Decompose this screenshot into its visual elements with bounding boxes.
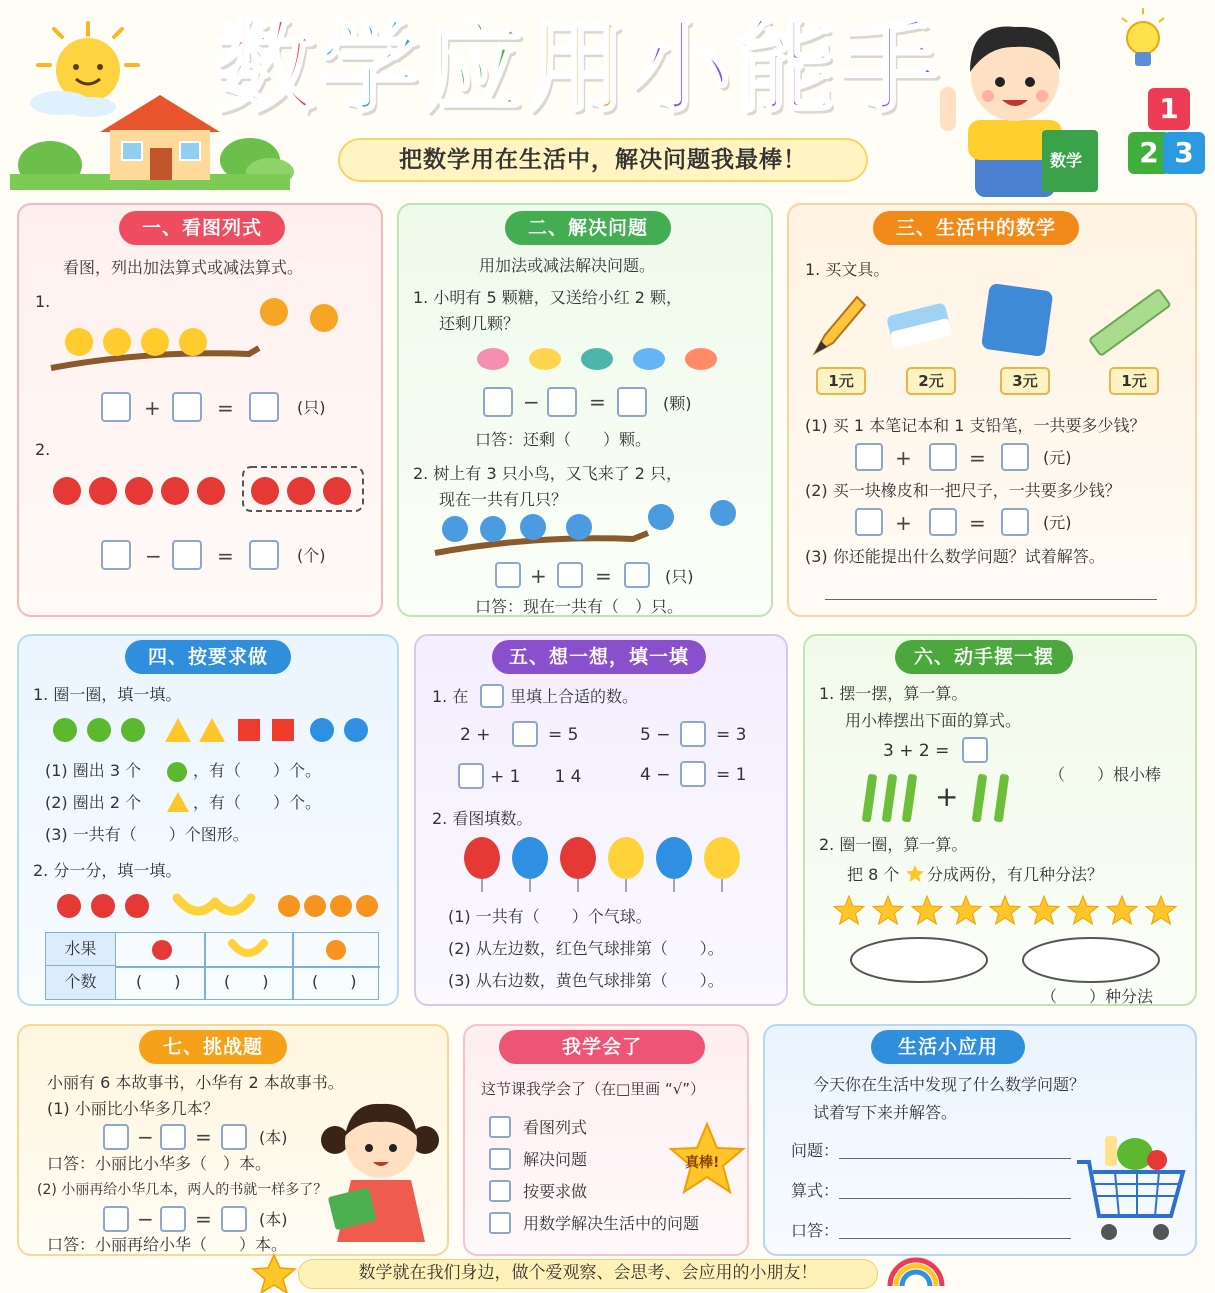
answer-box[interactable] <box>855 508 883 536</box>
unit-label: (元) <box>1043 513 1072 532</box>
price-tag: 1元 <box>1109 367 1159 395</box>
star-badge-text: 真棒! <box>685 1155 720 1171</box>
plus-sign: + <box>530 564 547 588</box>
section-title: 一、看图列式 <box>119 211 285 245</box>
svg-text:+: + <box>935 780 959 813</box>
answer-box[interactable] <box>249 540 279 570</box>
rainbow-icon <box>886 1254 946 1288</box>
answer-box[interactable] <box>855 443 883 471</box>
oral-answer: 口答：现在一共有（ ）只。 <box>475 597 684 616</box>
answer-box[interactable] <box>929 443 957 471</box>
answer-line[interactable] <box>825 599 1157 600</box>
answer-box[interactable] <box>221 1206 247 1232</box>
balloons-icon <box>462 836 762 894</box>
unit-label: (本) <box>259 1210 288 1229</box>
box-sample <box>480 684 504 708</box>
equation: 3 + 2 = <box>883 741 950 761</box>
answer-box[interactable] <box>101 392 131 422</box>
page-subtitle: 把数学用在生活中，解决问题我最棒！ <box>338 138 868 182</box>
checkbox[interactable] <box>489 1148 511 1170</box>
question-text: 分成两份，有几种分法？ <box>927 865 1104 884</box>
oral-answer: 口答：小丽再给小华（ ）本。 <box>47 1235 288 1254</box>
title-char: 手 <box>839 9 939 126</box>
checkbox[interactable] <box>489 1180 511 1202</box>
question-number: 1. <box>35 292 51 311</box>
instruction: 这节课我学会了（在□里画 “√”） <box>481 1080 706 1098</box>
answer-box[interactable] <box>101 540 131 570</box>
equals-sign: = <box>217 544 234 568</box>
oral-answer: 口答：还剩（ ）颗。 <box>475 430 652 449</box>
answer-box[interactable] <box>1001 508 1029 536</box>
number-block-3: 3 <box>1163 132 1205 174</box>
answer-box[interactable] <box>103 1124 129 1150</box>
table-cell[interactable]: ( ) <box>312 972 357 991</box>
field-label: 问题： <box>791 1141 840 1160</box>
sticks-icon <box>859 770 1029 826</box>
answer-box[interactable] <box>172 392 202 422</box>
checkbox-label: 用数学解决生活中的问题 <box>523 1214 700 1233</box>
equals-sign: = <box>217 396 234 420</box>
section-follow-instructions <box>17 634 399 1006</box>
equation: 4 − <box>640 765 671 785</box>
equation-line[interactable] <box>839 1198 1071 1199</box>
shopping-cart-icon <box>1075 1132 1195 1252</box>
equation: = 1 <box>716 765 747 785</box>
unit-label: (颗) <box>663 394 692 413</box>
title-char: 小 <box>631 9 731 126</box>
question-text: 用小棒摆出下面的算式。 <box>845 711 1022 730</box>
table-row-header: 个数 <box>46 966 116 999</box>
eraser-icon <box>885 297 955 352</box>
question-text: (1) 一共有（ ）个气球。 <box>448 907 652 926</box>
apple-icon <box>150 937 174 961</box>
shapes-row-icon <box>52 716 372 750</box>
ways-label: （ ）种分法 <box>1041 987 1154 1006</box>
answer-box[interactable] <box>512 721 538 747</box>
oval-answer-area[interactable] <box>1021 936 1161 986</box>
unit-label: (本) <box>259 1128 288 1147</box>
equals-sign: = <box>195 1207 212 1231</box>
section-title: 生活小应用 <box>871 1030 1025 1064</box>
notebook-icon <box>979 283 1059 358</box>
question-text: 还剩几颗？ <box>439 314 520 333</box>
price-tag: 3元 <box>1000 367 1050 395</box>
unit-label: (只) <box>665 567 694 586</box>
section-title: 六、动手摆一摆 <box>895 640 1073 674</box>
question-text: (3) 你还能提出什么数学问题？试着解答。 <box>805 547 1105 566</box>
answer-box[interactable] <box>103 1206 129 1232</box>
plus-sign: + <box>895 446 912 470</box>
instruction: 看图，列出加法算式或减法算式。 <box>63 258 304 277</box>
question-line[interactable] <box>839 1158 1071 1159</box>
price-tag: 1元 <box>816 367 866 395</box>
answer-box[interactable] <box>249 392 279 422</box>
equation: + 1 1 4 <box>490 767 582 787</box>
question-text: (1) 小丽比小华多几本？ <box>47 1099 219 1118</box>
question-text: ，有（ ）个。 <box>193 793 322 812</box>
checkbox[interactable] <box>489 1116 511 1138</box>
question-text: 小丽有 6 本故事书，小华有 2 本故事书。 <box>47 1073 344 1092</box>
candies-icon <box>465 339 735 379</box>
section-what-i-learned <box>463 1024 749 1256</box>
unit-label: (只) <box>297 398 326 417</box>
page-title <box>215 10 955 125</box>
unit-label: (元) <box>1043 448 1072 467</box>
fruits-row-icon <box>55 888 395 924</box>
answer-box[interactable] <box>221 1124 247 1150</box>
question-text: 1. 在 <box>432 687 469 706</box>
checkbox-label: 按要求做 <box>523 1182 588 1201</box>
plus-sign: + <box>144 396 161 420</box>
question-text: 2. 分一分，填一填。 <box>33 861 182 880</box>
section-title: 五、想一想，填一填 <box>492 640 706 674</box>
answer-box[interactable] <box>1001 443 1029 471</box>
answer-box[interactable] <box>495 562 521 588</box>
section-title: 我学会了 <box>499 1030 705 1064</box>
section-title: 四、按要求做 <box>125 640 291 674</box>
section-title: 七、挑战题 <box>139 1030 287 1064</box>
question-text: 现在一共有几只？ <box>439 490 568 509</box>
equation: = 5 <box>548 725 579 745</box>
unit-label: (个) <box>297 546 326 565</box>
question-text: (3) 一共有（ ）个图形。 <box>45 825 249 844</box>
minus-sign: − <box>137 1207 154 1231</box>
instruction: 用加法或减法解决问题。 <box>479 256 656 275</box>
light-bulb-icon <box>1118 8 1168 78</box>
star-icon <box>905 864 925 884</box>
orange-icon <box>324 937 348 961</box>
question-text: 1. 圈一圈，填一填。 <box>33 685 182 704</box>
field-label: 口答： <box>791 1221 840 1240</box>
equals-sign: = <box>589 390 606 414</box>
question-text: 2. 圈一圈，算一算。 <box>819 835 968 854</box>
question-text: 里填上合适的数。 <box>510 687 639 706</box>
footer-banner: 数学就在我们身边，做个爱观察、会思考、会应用的小朋友！ <box>298 1259 878 1289</box>
answer-box[interactable] <box>557 562 583 588</box>
apples-icon <box>51 463 371 513</box>
question-text: 2. 树上有 3 只小鸟，又飞来了 2 只， <box>413 464 683 483</box>
question-text: (2) 圈出 2 个 <box>45 793 142 812</box>
section-think-and-fill <box>414 634 788 1006</box>
question-text: 1. 买文具。 <box>805 260 890 279</box>
question-text: 1. 摆一摆，算一算。 <box>819 684 968 703</box>
title-char: 用 <box>527 9 627 126</box>
pencil-icon <box>807 291 867 361</box>
question-text: (1) 买 1 本笔记本和 1 支铅笔，一共要多少钱？ <box>805 416 1146 435</box>
section-hands-on <box>803 634 1197 1006</box>
answer-box[interactable] <box>483 387 513 417</box>
minus-sign: − <box>137 1125 154 1149</box>
birds-on-branch-icon <box>433 495 763 560</box>
answer-box[interactable] <box>547 387 577 417</box>
book-label: 数学 <box>1050 151 1083 170</box>
banana-icon <box>228 937 268 961</box>
oral-answer: 口答：小丽比小华多（ ）本。 <box>47 1154 272 1173</box>
answer-box[interactable] <box>962 737 988 763</box>
question-number: 2. <box>35 440 51 459</box>
answer-box[interactable] <box>458 763 484 789</box>
minus-sign: − <box>145 544 162 568</box>
equation: 2 + <box>460 725 491 745</box>
section-challenge <box>17 1024 449 1256</box>
checkbox-label: 看图列式 <box>523 1118 588 1137</box>
fruit-table <box>45 932 379 1000</box>
table-cell[interactable]: ( ) <box>136 972 181 991</box>
equals-sign: = <box>969 511 986 535</box>
checkbox-label: 解决问题 <box>523 1150 588 1169</box>
title-char: 数 <box>215 9 315 126</box>
equation: = 3 <box>716 725 747 745</box>
answer-line[interactable] <box>839 1238 1071 1239</box>
answer-box[interactable] <box>160 1124 186 1150</box>
table-cell[interactable]: ( ) <box>224 972 269 991</box>
answer-box[interactable] <box>680 761 706 787</box>
title-char: 能 <box>735 9 835 126</box>
checkbox[interactable] <box>489 1212 511 1234</box>
section-look-and-write <box>17 203 383 617</box>
question-text: (2) 小丽再给小华几本，两人的书就一样多了？ <box>37 1182 328 1198</box>
equals-sign: = <box>595 564 612 588</box>
section-title: 二、解决问题 <box>505 211 671 245</box>
oval-answer-area[interactable] <box>849 936 989 986</box>
plus-sign: + <box>895 511 912 535</box>
question-text: 1. 小明有 5 颗糖，又送给小红 2 颗， <box>413 288 683 307</box>
stick-count-label: （ ）根小棒 <box>1049 765 1162 784</box>
question-text: 2. 看图填数。 <box>432 809 533 828</box>
field-label: 算式： <box>791 1181 840 1200</box>
answer-box[interactable] <box>617 387 647 417</box>
minus-sign: − <box>523 390 540 414</box>
title-char: 应 <box>423 9 523 126</box>
question-text: 把 8 个 <box>847 865 900 884</box>
title-char: 学 <box>319 9 419 126</box>
yellow-triangle-icon <box>165 790 191 814</box>
instruction: 今天你在生活中发现了什么数学问题？ <box>813 1075 1086 1094</box>
section-life-application <box>763 1024 1197 1256</box>
number-block-2: 2 <box>1128 132 1170 174</box>
section-title: 三、生活中的数学 <box>873 211 1079 245</box>
answer-box[interactable] <box>680 721 706 747</box>
price-tag: 2元 <box>906 367 956 395</box>
answer-box[interactable] <box>160 1206 186 1232</box>
answer-box[interactable] <box>172 540 202 570</box>
question-text: ，有（ ）个。 <box>193 761 322 780</box>
instruction: 试着写下来并解答。 <box>813 1103 958 1122</box>
star-mascot-icon <box>252 1254 296 1293</box>
question-text: (3) 从右边数，黄色气球排第（ ）。 <box>448 971 724 990</box>
table-header: 水果 <box>46 933 116 966</box>
equals-sign: = <box>969 446 986 470</box>
equals-sign: = <box>195 1125 212 1149</box>
answer-box[interactable] <box>929 508 957 536</box>
stars-row-icon <box>833 894 1183 928</box>
question-text: (2) 从左边数，红色气球排第（ ）。 <box>448 939 724 958</box>
equation: 5 − <box>640 725 671 745</box>
question-text: (2) 买一块橡皮和一把尺子，一共要多少钱？ <box>805 481 1121 500</box>
birds-on-branch-icon <box>49 290 359 380</box>
girl-reading-icon <box>321 1096 441 1256</box>
answer-box[interactable] <box>624 562 650 588</box>
ruler-icon <box>1087 287 1167 357</box>
green-circle-icon <box>165 760 189 784</box>
number-block-1: 1 <box>1148 88 1190 130</box>
section-math-in-life <box>787 203 1197 617</box>
section-solve-problems <box>397 203 773 617</box>
question-text: (1) 圈出 3 个 <box>45 761 142 780</box>
